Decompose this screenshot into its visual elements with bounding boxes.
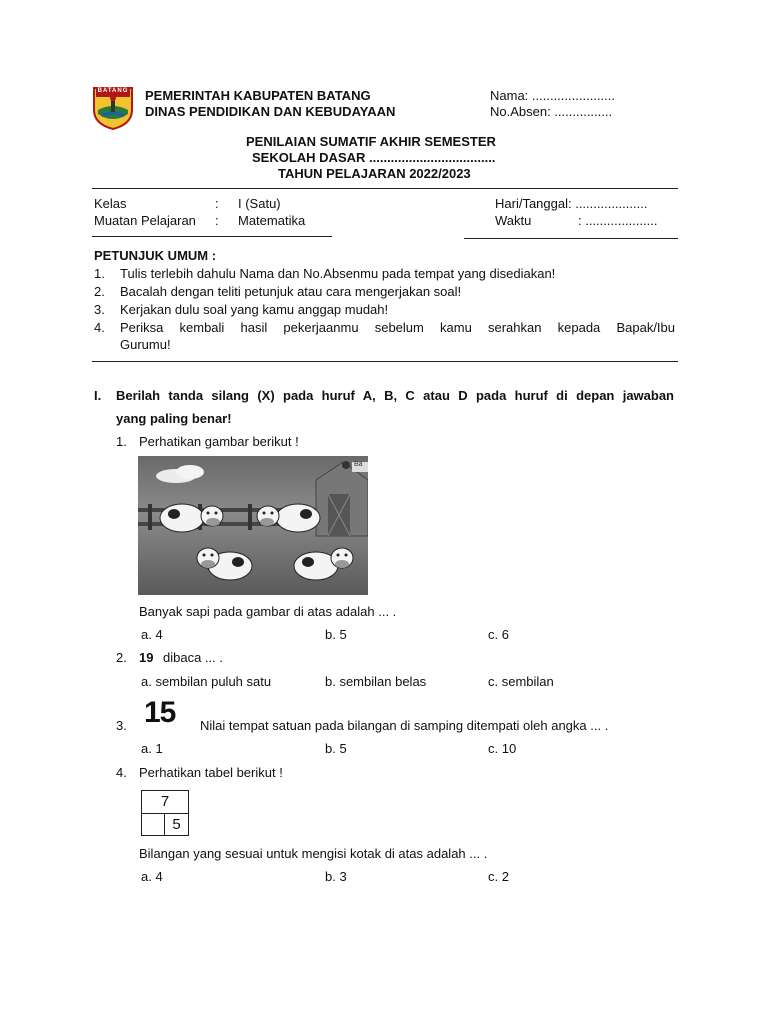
absen-field: No.Absen: ................ [490,104,613,119]
q1-option-b: b. 5 [325,627,347,642]
petunjuk-num-2: 2. [94,284,105,299]
q2-text: dibaca ... . [163,650,223,665]
kelas-value: I (Satu) [238,196,281,211]
waktu-value: : .................... [578,213,658,228]
q4-number: 4. [116,765,127,780]
divider-info-right [464,238,678,239]
muatan-label: Muatan Pelajaran [94,213,196,228]
q3-option-a: a. 1 [141,741,163,756]
q4-text: Perhatikan tabel berikut ! [139,765,283,780]
title-line2: SEKOLAH DASAR ................................... [252,150,496,165]
table-bottom-left-cell [142,814,165,835]
table-bottom-right-cell: 5 [172,816,181,833]
petunjuk-text-2: Bacalah dengan teliti petunjuk atau cara mengerjakan soal! [120,284,462,299]
divider-info-left [92,236,332,237]
q4-option-b: b. 3 [325,869,347,884]
q3-option-c: c. 10 [488,741,517,756]
kelas-colon: : [215,196,219,211]
q3-option-b: b. 5 [325,741,347,756]
batang-logo [92,84,134,130]
table-top-cell: 7 [142,791,188,814]
q4-option-c: c. 2 [488,869,509,884]
divider-top [92,188,678,189]
petunjuk-num-3: 3. [94,302,105,317]
section-instruction-1: Berilah tanda silang (X) pada huruf A, B, C atau D pada huruf di depan jawaban [116,388,674,403]
place-value-table [141,790,189,836]
hari-field: Hari/Tanggal: .................... [495,196,648,211]
q1-option-c: c. 6 [488,627,509,642]
header-line1: PEMERINTAH KABUPATEN BATANG [145,88,371,103]
q3-bilangan: 15 [144,696,176,729]
logo-text: BATANG [97,88,129,94]
q3-number: 3. [116,718,127,733]
cows-picture [138,456,368,595]
divider-petunjuk [92,361,678,362]
petunjuk-num-1: 1. [94,266,105,281]
nama-field: Nama: ....................... [490,88,615,103]
muatan-colon: : [215,213,219,228]
section-instruction-2: yang paling benar! [116,411,232,426]
q1-followup: Banyak sapi pada gambar di atas adalah ... . [139,604,397,619]
q2-option-b: b. sembilan belas [325,674,427,689]
title-line1: PENILAIAN SUMATIF AKHIR SEMESTER [246,134,496,149]
q1-text: Perhatikan gambar berikut ! [139,434,299,449]
q1-option-a: a. 4 [141,627,163,642]
q2-option-c: c. sembilan [488,674,554,689]
barn-sign-text: Ba [354,461,363,468]
section-num: I. [94,388,102,403]
kelas-label: Kelas [94,196,127,211]
q3-text: Nilai tempat satuan pada bilangan di samping ditempati oleh angka ... . [200,718,609,733]
header-line2: DINAS PENDIDIKAN DAN KEBUDAYAAN [145,104,396,119]
petunjuk-text-4b: Gurumu! [120,337,171,352]
q2-number: 2. [116,650,127,665]
title-line3: TAHUN PELAJARAN 2022/2023 [278,166,471,181]
q2-bilangan: 19 [139,650,154,665]
q2-option-a: a. sembilan puluh satu [141,674,272,689]
petunjuk-text-3: Kerjakan dulu soal yang kamu anggap mudah! [120,302,389,317]
muatan-value: Matematika [238,213,306,228]
q4-option-a: a. 4 [141,869,163,884]
petunjuk-text-4: Periksa kembali hasil pekerjaanmu sebelum kamu serahkan kepada Bapak/Ibu [120,320,675,335]
petunjuk-title: PETUNJUK UMUM : [94,248,217,263]
petunjuk-num-4: 4. [94,320,105,335]
q1-number: 1. [116,434,127,449]
waktu-label: Waktu [495,213,532,228]
q4-followup: Bilangan yang sesuai untuk mengisi kotak di atas adalah ... . [139,846,488,861]
petunjuk-text-1: Tulis terlebih dahulu Nama dan No.Absenmu pada tempat yang disediakan! [120,266,556,281]
